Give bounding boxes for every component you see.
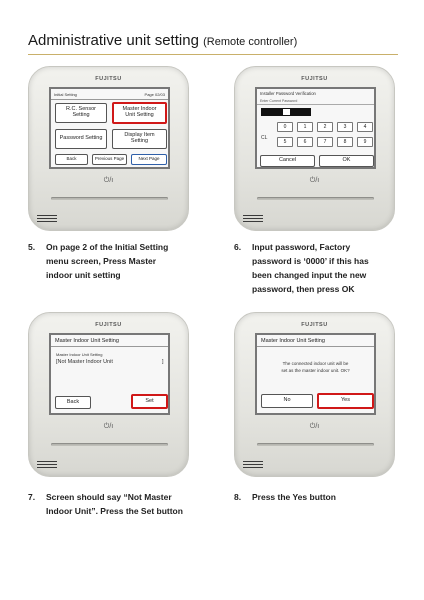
speaker-grille <box>37 461 57 468</box>
confirm-message: The connected indoor unit will be set as the master indoor unit. OK? <box>281 361 350 373</box>
screen-header <box>51 89 168 100</box>
keypad-key-9[interactable]: 9 <box>357 137 373 147</box>
power-icon[interactable]: ⏻/ı <box>309 177 320 184</box>
display-item-setting-button[interactable]: Display Item Setting <box>112 129 167 149</box>
master-indoor-unit-setting-button[interactable]: Master Indoor Unit Setting <box>112 102 167 124</box>
remote-controller-1 <box>28 66 189 231</box>
screen-title: Initial Setting <box>54 92 77 97</box>
keypad-key-5[interactable]: 5 <box>277 137 293 147</box>
back-button[interactable]: Back <box>55 396 91 409</box>
keypad-key-0[interactable]: 0 <box>277 122 293 132</box>
indicator-slot <box>51 197 168 200</box>
keypad-key-7[interactable]: 7 <box>317 137 333 147</box>
step-5: 5. On page 2 of the Initial Setting menu screen, Press Master indoor unit setting <box>28 242 169 280</box>
step-6: 6. Input password, Factory password is ‘0000’ if this has been changed input the new password, then press OK <box>234 242 369 294</box>
back-button[interactable]: Back <box>55 154 88 165</box>
set-button[interactable]: Set <box>131 394 168 409</box>
screen-title: Master Indoor Unit Setting <box>257 335 374 347</box>
screen-title: Master Indoor Unit Setting <box>51 335 168 347</box>
keypad-key-2[interactable]: 2 <box>317 122 333 132</box>
rc-sensor-setting-button[interactable]: R.C. Sensor Setting <box>55 103 107 123</box>
password-verification-screen <box>255 87 376 169</box>
brand-logo: FUJITSU <box>95 322 122 328</box>
speaker-grille <box>243 215 263 222</box>
step-7: 7. Screen should say “Not Master Indoor Unit”. Press the Set button <box>28 492 183 516</box>
yes-button[interactable]: Yes <box>317 393 374 409</box>
remote-controller-4 <box>234 312 395 477</box>
remote-controller-2 <box>234 66 395 231</box>
speaker-grille <box>37 215 57 222</box>
remote-controller-3 <box>28 312 189 477</box>
next-page-button[interactable]: Next Page <box>131 154 167 165</box>
indicator-slot <box>257 443 374 446</box>
initial-setting-screen <box>49 87 170 169</box>
title-divider <box>28 54 398 55</box>
keypad-key-6[interactable]: 6 <box>297 137 313 147</box>
brand-logo: FUJITSU <box>301 322 328 328</box>
step-8: 8. Press the Yes button <box>234 492 336 502</box>
keypad-key-1[interactable]: 1 <box>297 122 313 132</box>
page-title: Administrative unit setting (Remote controller) <box>28 32 298 49</box>
screen-subtitle: Enter Current Password <box>257 99 374 105</box>
setting-value-bracket: ] <box>162 359 164 365</box>
power-icon[interactable]: ⏻/ı <box>103 177 114 184</box>
ok-button[interactable]: OK <box>319 155 374 167</box>
keypad-key-3[interactable]: 3 <box>337 122 353 132</box>
power-icon[interactable]: ⏻/ı <box>103 423 114 430</box>
screen-title: Installer Password Verification <box>260 91 316 96</box>
master-indoor-unit-screen <box>49 333 170 415</box>
setting-value[interactable]: [Not Master Indoor Unit <box>56 359 113 365</box>
power-icon[interactable]: ⏻/ı <box>309 423 320 430</box>
clear-key[interactable]: CL <box>261 135 268 141</box>
brand-logo: FUJITSU <box>95 76 122 82</box>
page-indicator: Page 02/03 <box>144 92 165 97</box>
previous-page-button[interactable]: Previous Page <box>92 154 127 165</box>
cancel-button[interactable]: Cancel <box>260 155 315 167</box>
setting-label: Master Indoor Unit Setting <box>56 352 103 357</box>
page-subtitle: (Remote controller) <box>203 36 298 48</box>
indicator-slot <box>257 197 374 200</box>
keypad-key-4[interactable]: 4 <box>357 122 373 132</box>
no-button[interactable]: No <box>261 394 313 408</box>
indicator-slot <box>51 443 168 446</box>
brand-logo: FUJITSU <box>301 76 328 82</box>
password-field[interactable] <box>261 108 311 116</box>
keypad-key-8[interactable]: 8 <box>337 137 353 147</box>
password-setting-button[interactable]: Password Setting <box>55 129 107 149</box>
speaker-grille <box>243 461 263 468</box>
confirm-master-screen <box>255 333 376 415</box>
